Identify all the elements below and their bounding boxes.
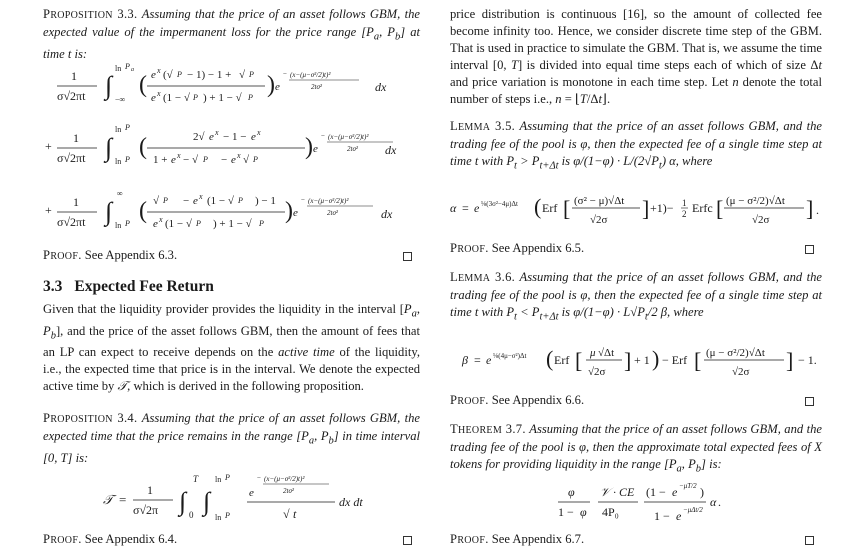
svg-text:1: 1 xyxy=(73,131,79,145)
svg-text:): ) xyxy=(700,485,704,499)
svg-text:.: . xyxy=(718,495,721,509)
svg-text:(x−(μ−σ²/2)t)²: (x−(μ−σ²/2)t)² xyxy=(264,475,305,483)
svg-text:[: [ xyxy=(575,348,583,373)
svg-text:σ√2πt: σ√2πt xyxy=(57,215,86,229)
svg-text:−: − xyxy=(321,132,325,140)
svg-text:− 1) − 1 +: − 1) − 1 + xyxy=(187,69,232,81)
svg-text:ln: ln xyxy=(115,221,122,230)
svg-text:P: P xyxy=(203,155,208,164)
svg-text:− √: − √ xyxy=(183,154,198,166)
svg-text:P: P xyxy=(193,93,198,102)
theorem-label: THEOREM 3.7. xyxy=(450,422,526,436)
svg-text:P: P xyxy=(177,70,182,79)
svg-text:P: P xyxy=(249,70,254,79)
svg-text:2tσ²: 2tσ² xyxy=(283,487,294,495)
svg-text:2tσ²: 2tσ² xyxy=(311,83,322,91)
svg-text:−: − xyxy=(257,474,261,482)
svg-text:−μΔt/2: −μΔt/2 xyxy=(683,506,703,514)
expected-active-time-equation xyxy=(43,466,420,528)
svg-text:Erf: Erf xyxy=(542,201,558,215)
svg-text:x: x xyxy=(157,89,161,98)
lemma-statement: Assuming that the price of an asset follows GBM, and the trading fee of the pool is φ, then the expected fee of a single time step at time t with $P_t < P_{t+\Delta t}$ is $\varphi/(1-\varphi) \cdot L√P_t/2$ β, where xyxy=(450,270,822,323)
svg-text:.: . xyxy=(816,203,819,217)
theorem-statement: Assuming that the price of an asset follows GBM, and the trading fee of the pool is φ, then the approximate total expected fees of X tokens for providing liquidity in the range [$P_a$, $P_b$] is: xyxy=(450,422,822,475)
svg-text:x: x xyxy=(257,128,261,137)
svg-text:(: ( xyxy=(534,194,542,219)
svg-text:P: P xyxy=(125,219,130,228)
svg-text:2√: 2√ xyxy=(193,131,205,143)
svg-text:𝒯: 𝒯 xyxy=(103,492,113,507)
svg-text:1 −: 1 − xyxy=(558,505,574,519)
svg-text:Erfc: Erfc xyxy=(692,201,713,215)
svg-text:√2σ: √2σ xyxy=(590,214,608,226)
svg-text:1: 1 xyxy=(147,483,153,497)
svg-text:2tσ²: 2tσ² xyxy=(347,145,358,153)
svg-text:ln: ln xyxy=(215,475,222,484)
svg-text:(μ − σ²/2)√Δt: (μ − σ²/2)√Δt xyxy=(726,195,785,207)
svg-text:+1)−: +1)− xyxy=(650,201,674,215)
svg-text:ln: ln xyxy=(215,513,222,522)
proof-text: PROOF. See Appendix 6.3. xyxy=(43,248,178,262)
svg-text:P: P xyxy=(248,93,253,102)
svg-text:β: β xyxy=(462,353,468,367)
svg-text:P: P xyxy=(125,62,130,71)
svg-text:[: [ xyxy=(694,348,702,373)
svg-text:e: e xyxy=(209,131,214,143)
svg-text:ln: ln xyxy=(115,157,122,166)
svg-text:dx: dx xyxy=(381,207,393,221)
svg-text:e: e xyxy=(275,81,280,93)
svg-text:e: e xyxy=(151,69,156,81)
section-number: 3.3 xyxy=(43,278,63,295)
svg-text:2tσ²: 2tσ² xyxy=(327,209,338,217)
svg-text:T: T xyxy=(193,474,199,484)
svg-text:2: 2 xyxy=(682,209,687,219)
svg-text:∫: ∫ xyxy=(105,197,113,226)
alpha-equation xyxy=(450,184,822,234)
svg-text:(: ( xyxy=(139,134,147,160)
svg-text:(μ − σ²/2)√Δt: (μ − σ²/2)√Δt xyxy=(706,347,765,359)
proof-text: PROOF. See Appendix 6.6. xyxy=(450,393,585,407)
svg-text:ln: ln xyxy=(115,125,122,134)
svg-text:−: − xyxy=(301,196,305,204)
svg-text:e: e xyxy=(313,143,318,155)
total-fee-equation xyxy=(450,474,822,528)
qed-square-icon xyxy=(403,536,412,545)
svg-text:]: ] xyxy=(642,196,650,221)
svg-text:e: e xyxy=(151,92,156,104)
svg-text:∞: ∞ xyxy=(117,189,123,198)
svg-text:x: x xyxy=(215,128,219,137)
section-heading xyxy=(43,278,214,295)
svg-text:t: t xyxy=(293,507,297,521)
svg-text:P: P xyxy=(196,219,201,228)
svg-text:dx: dx xyxy=(385,143,397,157)
svg-text:P: P xyxy=(225,473,230,482)
svg-text:σ√2π: σ√2π xyxy=(133,503,159,517)
svg-text:1 +: 1 + xyxy=(153,154,168,166)
svg-text:φ: φ xyxy=(568,485,575,499)
svg-text:−μT/2: −μT/2 xyxy=(679,482,697,490)
svg-text:) + 1 − √: ) + 1 − √ xyxy=(203,92,242,104)
proof-3-5 xyxy=(450,240,822,258)
lemma-label: LEMMA 3.5. xyxy=(450,119,516,133)
lemma-statement: Assuming that the price of an asset follows GBM, and the trading fee of the pool is φ, then the expected fee of a single time step at time t with $P_t > P_{t+\Delta t}$ is $\varphi/(1-\varphi) \cdot L/(2√P_t)$ α, where xyxy=(450,119,822,172)
proposition-statement: Assuming that the price of an asset follows GBM, the expected value of the impermanent loss for the price range [$P_a$, $P_b$] at time t is: xyxy=(43,7,420,61)
svg-text:α: α xyxy=(450,201,457,215)
lemma-label: LEMMA 3.6. xyxy=(450,270,516,284)
svg-text:=: = xyxy=(462,201,469,215)
svg-text:=: = xyxy=(474,353,481,367)
svg-text:) + 1 − √: ) + 1 − √ xyxy=(213,218,252,230)
svg-text:x: x xyxy=(199,192,203,201)
svg-text:e: e xyxy=(193,195,198,207)
svg-text:∫: ∫ xyxy=(179,487,187,516)
svg-text:): ) xyxy=(267,72,275,98)
svg-text:P: P xyxy=(253,155,258,164)
lemma-3-6 xyxy=(450,269,822,326)
svg-text:P: P xyxy=(259,219,264,228)
svg-text:√: √ xyxy=(243,154,250,166)
svg-text:e: e xyxy=(672,485,678,499)
svg-text:P: P xyxy=(163,196,168,205)
svg-text:∫: ∫ xyxy=(105,71,113,100)
beta-equation xyxy=(450,336,822,386)
svg-text:− 1.: − 1. xyxy=(798,353,817,367)
svg-text:): ) xyxy=(285,198,293,224)
svg-text:P: P xyxy=(125,155,130,164)
svg-text:α: α xyxy=(710,495,717,509)
proposition-3-4 xyxy=(43,410,420,467)
intro-text: price distribution is continuous [16], so the amount of collected fee become infinity too. Hence, we consider discrete time step of the GBM. That is used in practice to simulate the GBM. That is, we assume the time interval [0, T] is divided into equal time steps each of which of size Δt and price variation is monotone in each time step. Let n denote the total number of steps i.e., n = ⌊T/Δt⌋. xyxy=(450,7,823,106)
svg-text:−: − xyxy=(283,70,287,78)
svg-text:√2σ: √2σ xyxy=(752,214,770,226)
svg-text:e: e xyxy=(486,353,492,367)
svg-text:𝒱 · CE: 𝒱 · CE xyxy=(600,485,635,499)
svg-text:]: ] xyxy=(624,348,632,373)
svg-text:e: e xyxy=(171,154,176,166)
svg-text:1: 1 xyxy=(682,198,687,208)
svg-text:√2σ: √2σ xyxy=(732,366,750,378)
proof-3-3 xyxy=(43,247,420,265)
svg-text:μ: μ xyxy=(590,347,596,359)
svg-text:(1 − √: (1 − √ xyxy=(163,92,190,104)
svg-text:(x−(μ−σ²/2)t)²: (x−(μ−σ²/2)t)² xyxy=(308,197,349,205)
svg-text:e: e xyxy=(251,131,256,143)
svg-text:1: 1 xyxy=(71,69,77,83)
svg-text:x: x xyxy=(237,151,241,160)
svg-text:): ) xyxy=(305,134,313,160)
svg-text:x: x xyxy=(159,215,163,224)
svg-text:e: e xyxy=(153,218,158,230)
svg-text:1: 1 xyxy=(73,195,79,209)
proof-text: PROOF. See Appendix 6.7. xyxy=(450,532,585,546)
lemma-3-5 xyxy=(450,118,822,175)
svg-text:(: ( xyxy=(139,198,147,224)
svg-text:1 −: 1 − xyxy=(654,509,670,523)
svg-text:): ) xyxy=(652,346,660,371)
svg-text:−∞: −∞ xyxy=(115,95,126,104)
proof-3-4 xyxy=(43,531,420,549)
svg-text:(: ( xyxy=(546,346,554,371)
svg-text:dx: dx xyxy=(375,80,387,94)
svg-text:φ: φ xyxy=(580,505,587,519)
svg-text:e: e xyxy=(249,487,254,499)
svg-text:(√: (√ xyxy=(163,69,173,81)
svg-text:(1 − √: (1 − √ xyxy=(165,218,192,230)
svg-text:+: + xyxy=(45,203,52,217)
svg-text:dx dt: dx dt xyxy=(339,495,363,509)
svg-text:0: 0 xyxy=(189,510,194,520)
svg-text:√2σ: √2σ xyxy=(588,366,606,378)
svg-text:⅛(4μ−σ²)Δt: ⅛(4μ−σ²)Δt xyxy=(493,352,527,360)
svg-text:(1 − √: (1 − √ xyxy=(207,195,234,207)
svg-text:+ 1: + 1 xyxy=(634,353,650,367)
svg-text:√Δt: √Δt xyxy=(598,347,615,359)
proof-text: PROOF. See Appendix 6.4. xyxy=(43,532,178,546)
svg-text:(: ( xyxy=(139,72,147,98)
svg-text:⅛(3σ²−4μ)Δt: ⅛(3σ²−4μ)Δt xyxy=(481,200,518,208)
svg-text:−: − xyxy=(183,195,190,207)
svg-text:4P₀: 4P₀ xyxy=(602,505,619,519)
svg-text:− 1 −: − 1 − xyxy=(223,131,247,143)
svg-text:e: e xyxy=(474,201,480,215)
proof-text: PROOF. See Appendix 6.5. xyxy=(450,241,585,255)
svg-text:[: [ xyxy=(716,196,724,221)
svg-text:=: = xyxy=(119,492,127,507)
svg-text:P: P xyxy=(225,511,230,520)
svg-text:[: [ xyxy=(563,196,571,221)
svg-text:ln: ln xyxy=(115,64,122,73)
section-title: Expected Fee Return xyxy=(74,278,214,295)
svg-text:]: ] xyxy=(786,348,794,373)
svg-text:(σ² − μ)√Δt: (σ² − μ)√Δt xyxy=(574,195,625,207)
qed-square-icon xyxy=(403,252,412,261)
qed-square-icon xyxy=(805,245,814,254)
svg-text:(x−(μ−σ²/2)t)²: (x−(μ−σ²/2)t)² xyxy=(290,71,331,79)
svg-text:]: ] xyxy=(806,196,814,221)
svg-text:e: e xyxy=(676,509,682,523)
svg-text:x: x xyxy=(157,66,161,75)
proposition-3-3 xyxy=(43,6,420,63)
svg-text:(x−(μ−σ²/2)t)²: (x−(μ−σ²/2)t)² xyxy=(328,133,369,141)
svg-text:σ√2πt: σ√2πt xyxy=(57,151,86,165)
svg-text:+: + xyxy=(45,139,52,153)
svg-text:√: √ xyxy=(153,195,160,207)
proposition-label: PROPOSITION 3.4. xyxy=(43,411,138,425)
svg-text:√: √ xyxy=(239,69,246,81)
svg-text:−: − xyxy=(221,154,228,166)
svg-text:(1 −: (1 − xyxy=(646,485,666,499)
impermanent-loss-equation xyxy=(43,58,420,243)
svg-text:e: e xyxy=(231,154,236,166)
svg-text:− Erf: − Erf xyxy=(662,353,688,367)
svg-text:x: x xyxy=(177,151,181,160)
qed-square-icon xyxy=(805,397,814,406)
svg-text:) − 1: ) − 1 xyxy=(255,195,276,207)
svg-text:∫: ∫ xyxy=(203,487,211,516)
section-body-text: Given that the liquidity provider provides the liquidity in the interval [$P_a$, $P_b$], and the price of the asset follows GBM, then the amount of fees that an LP can expect to receive depends on the active time of the liquidity, i.e., the expected time that price is in the interval. We denote the expected active time by 𝒯, which is derived in the following proposition. xyxy=(43,302,420,394)
svg-text:∫: ∫ xyxy=(105,133,113,162)
svg-text:√: √ xyxy=(283,507,290,521)
svg-text:Erf: Erf xyxy=(554,353,570,367)
svg-text:σ√2πt: σ√2πt xyxy=(57,89,86,103)
proof-3-7 xyxy=(450,531,822,549)
svg-text:P: P xyxy=(125,123,130,132)
qed-square-icon xyxy=(805,536,814,545)
svg-text:a: a xyxy=(131,67,134,73)
svg-text:P: P xyxy=(238,196,243,205)
theorem-3-7 xyxy=(450,421,822,478)
proposition-label: PROPOSITION 3.3. xyxy=(43,7,138,21)
svg-text:e: e xyxy=(293,207,298,219)
proposition-statement: Assuming that the price of an asset follows GBM, the expected time that the price remains in the range [$P_a$, $P_b$] in time interval [0, T] is: xyxy=(43,411,420,465)
proof-3-6 xyxy=(450,392,822,410)
